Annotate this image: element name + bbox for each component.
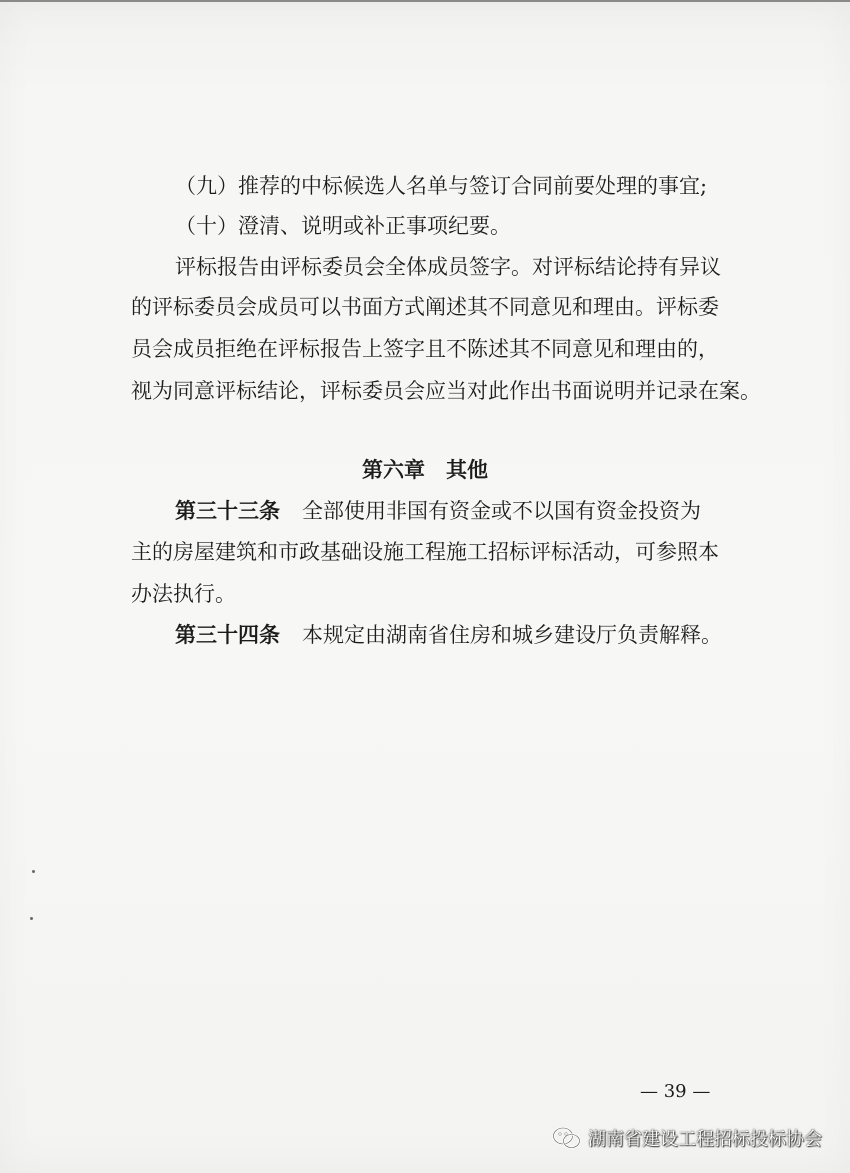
- paragraph-line: 员会成员拒绝在评标报告上签字且不陈述其不同意见和理由的，: [131, 337, 719, 361]
- watermark-text: 湖南省建设工程招标投标协会: [588, 1129, 822, 1150]
- scan-speck: [30, 917, 33, 920]
- wechat-icon: [552, 1126, 582, 1150]
- paragraph-line: 评标报告由评标委员会全体成员签字。对评标结论持有异议: [175, 255, 721, 279]
- paragraph-line: 视为同意评标结论，评标委员会应当对此作出书面说明并记录在案。: [131, 379, 761, 403]
- article-34-label: 第三十四条: [175, 622, 280, 647]
- paragraph-line: 的评标委员会成员可以书面方式阐述其不同意见和理由。评标委: [131, 295, 719, 319]
- scan-speck: [32, 870, 35, 873]
- chapter-heading: 第六章 其他: [362, 457, 488, 482]
- article-33-line-1: [175, 497, 701, 525]
- article-34-line-1: [175, 621, 722, 649]
- list-item-9: （九）推荐的中标候选人名单与签订合同前要处理的事宜;: [175, 174, 708, 198]
- article-34-text: 本规定由湖南省住房和城乡建设厅负责解释。: [302, 623, 722, 647]
- article-33-text: 全部使用非国有资金或不以国有资金投资为: [302, 499, 701, 523]
- page-number: — 39 —: [640, 1081, 711, 1102]
- article-33-line-3: 办法执行。: [131, 582, 236, 606]
- list-item-10: （十）澄清、说明或补正事项纪要。: [175, 214, 511, 238]
- page-top-edge: [0, 0, 850, 2]
- article-33-label: 第三十三条: [175, 498, 280, 523]
- watermark: [552, 1124, 822, 1152]
- article-33-line-2: 主的房屋建筑和市政基础设施工程施工招标评标活动，可参照本: [131, 540, 719, 564]
